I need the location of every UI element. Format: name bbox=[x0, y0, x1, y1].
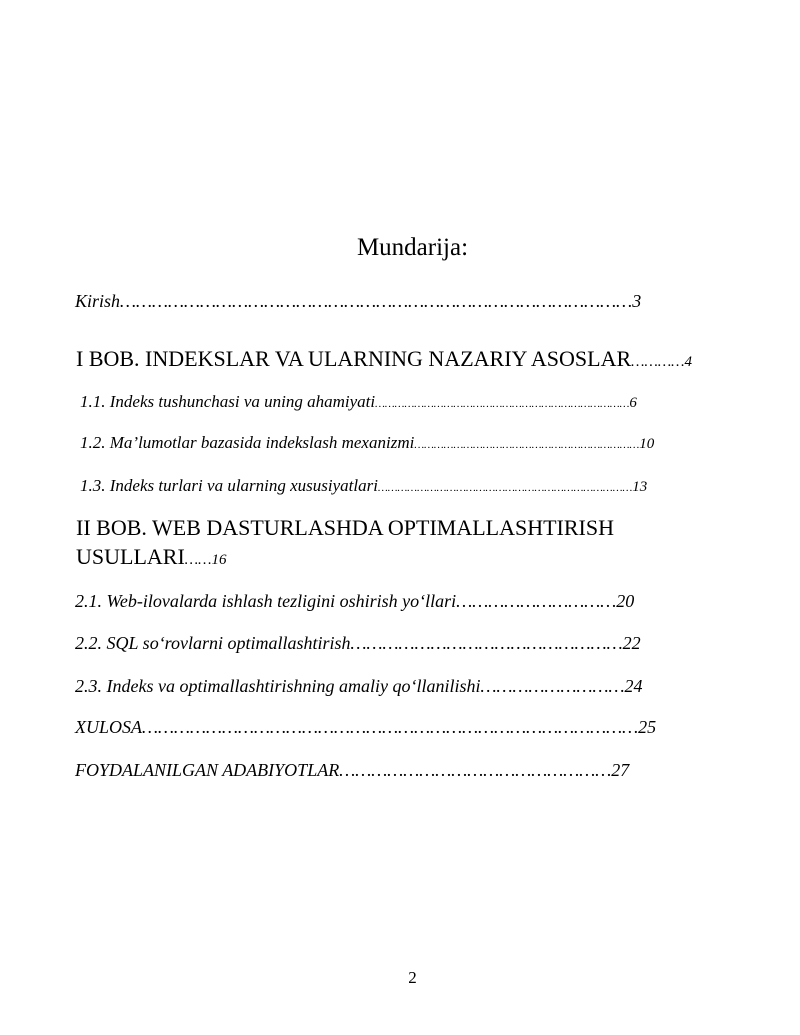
toc-label: FOYDALANILGAN ADABIYOTLAR bbox=[75, 760, 340, 780]
toc-dots: …………………………………………… bbox=[339, 760, 612, 780]
toc-entry-2-2 bbox=[75, 633, 641, 654]
toc-entry-bob2-line2 bbox=[76, 544, 226, 570]
toc-dots: …… bbox=[184, 552, 212, 568]
toc-dots: …………………………………………………………… bbox=[414, 439, 640, 451]
toc-entry-xulosa bbox=[75, 717, 656, 738]
page-number: 2 bbox=[408, 968, 417, 987]
toc-page: 3 bbox=[632, 291, 642, 311]
toc-page: 10 bbox=[639, 436, 655, 452]
toc-entry-bob1 bbox=[76, 346, 692, 372]
toc-entry-kirish bbox=[75, 291, 641, 312]
toc-page: 4 bbox=[684, 354, 692, 370]
toc-dots: …………………………………………………………………… bbox=[377, 482, 633, 494]
toc-label: 2.1. Web-ilovalarda ishlash tezligini oshirish yo‘llari bbox=[75, 591, 457, 611]
toc-dots: ………………………………………………………………………………… bbox=[142, 717, 639, 737]
toc-entry-1-2 bbox=[80, 433, 654, 453]
toc-label: 2.2. SQL so‘rovlarni optimallashtirish bbox=[75, 633, 351, 653]
toc-page: 27 bbox=[611, 760, 630, 780]
toc-page: 24 bbox=[624, 676, 643, 696]
toc-label: 1.2. Ma’lumotlar bazasida indekslash mexanizmi bbox=[80, 433, 415, 452]
toc-dots: ………… bbox=[631, 354, 685, 370]
toc-page: 16 bbox=[211, 552, 227, 568]
toc-label: Kirish bbox=[75, 291, 121, 311]
toc-entry-2-3 bbox=[75, 676, 643, 697]
toc-dots: ………………………… bbox=[456, 591, 617, 611]
toc-page: 25 bbox=[638, 717, 657, 737]
toc-label: XULOSA bbox=[75, 717, 142, 737]
toc-entry-2-1 bbox=[75, 591, 634, 612]
toc-label: II BOB. WEB DASTURLASHDA OPTIMALLASHTIRISH bbox=[76, 515, 615, 540]
toc-entry-1-3 bbox=[80, 476, 647, 496]
toc-label: 1.3. Indeks turlari va ularning xususiyatlari bbox=[80, 476, 378, 495]
toc-label: I BOB. INDEKSLAR VA ULARNING NAZARIY ASOSLAR bbox=[76, 346, 632, 371]
toc-label: USULLARI bbox=[76, 544, 185, 569]
toc-page: 13 bbox=[632, 479, 648, 495]
toc-dots: …………………………………………………………………… bbox=[375, 398, 630, 410]
toc-label: 2.3. Indeks va optimallashtirishning amaliy qo‘llanilishi bbox=[75, 676, 481, 696]
toc-dots: …………………………………………… bbox=[350, 633, 623, 653]
page-title: Mundarija: bbox=[356, 234, 469, 261]
toc-label: 1.1. Indeks tushunchasi va uning ahamiyati bbox=[80, 392, 376, 411]
toc-page: 20 bbox=[616, 591, 635, 611]
toc-page: 6 bbox=[629, 395, 637, 411]
toc-dots: ……………………… bbox=[480, 676, 625, 696]
toc-dots: …………………………………………………………………………………… bbox=[120, 291, 633, 311]
toc-entry-bob2-line1 bbox=[76, 515, 614, 541]
toc-entry-1-1 bbox=[80, 392, 637, 412]
toc-page: 22 bbox=[622, 633, 641, 653]
toc-entry-adabiyotlar bbox=[75, 760, 629, 781]
